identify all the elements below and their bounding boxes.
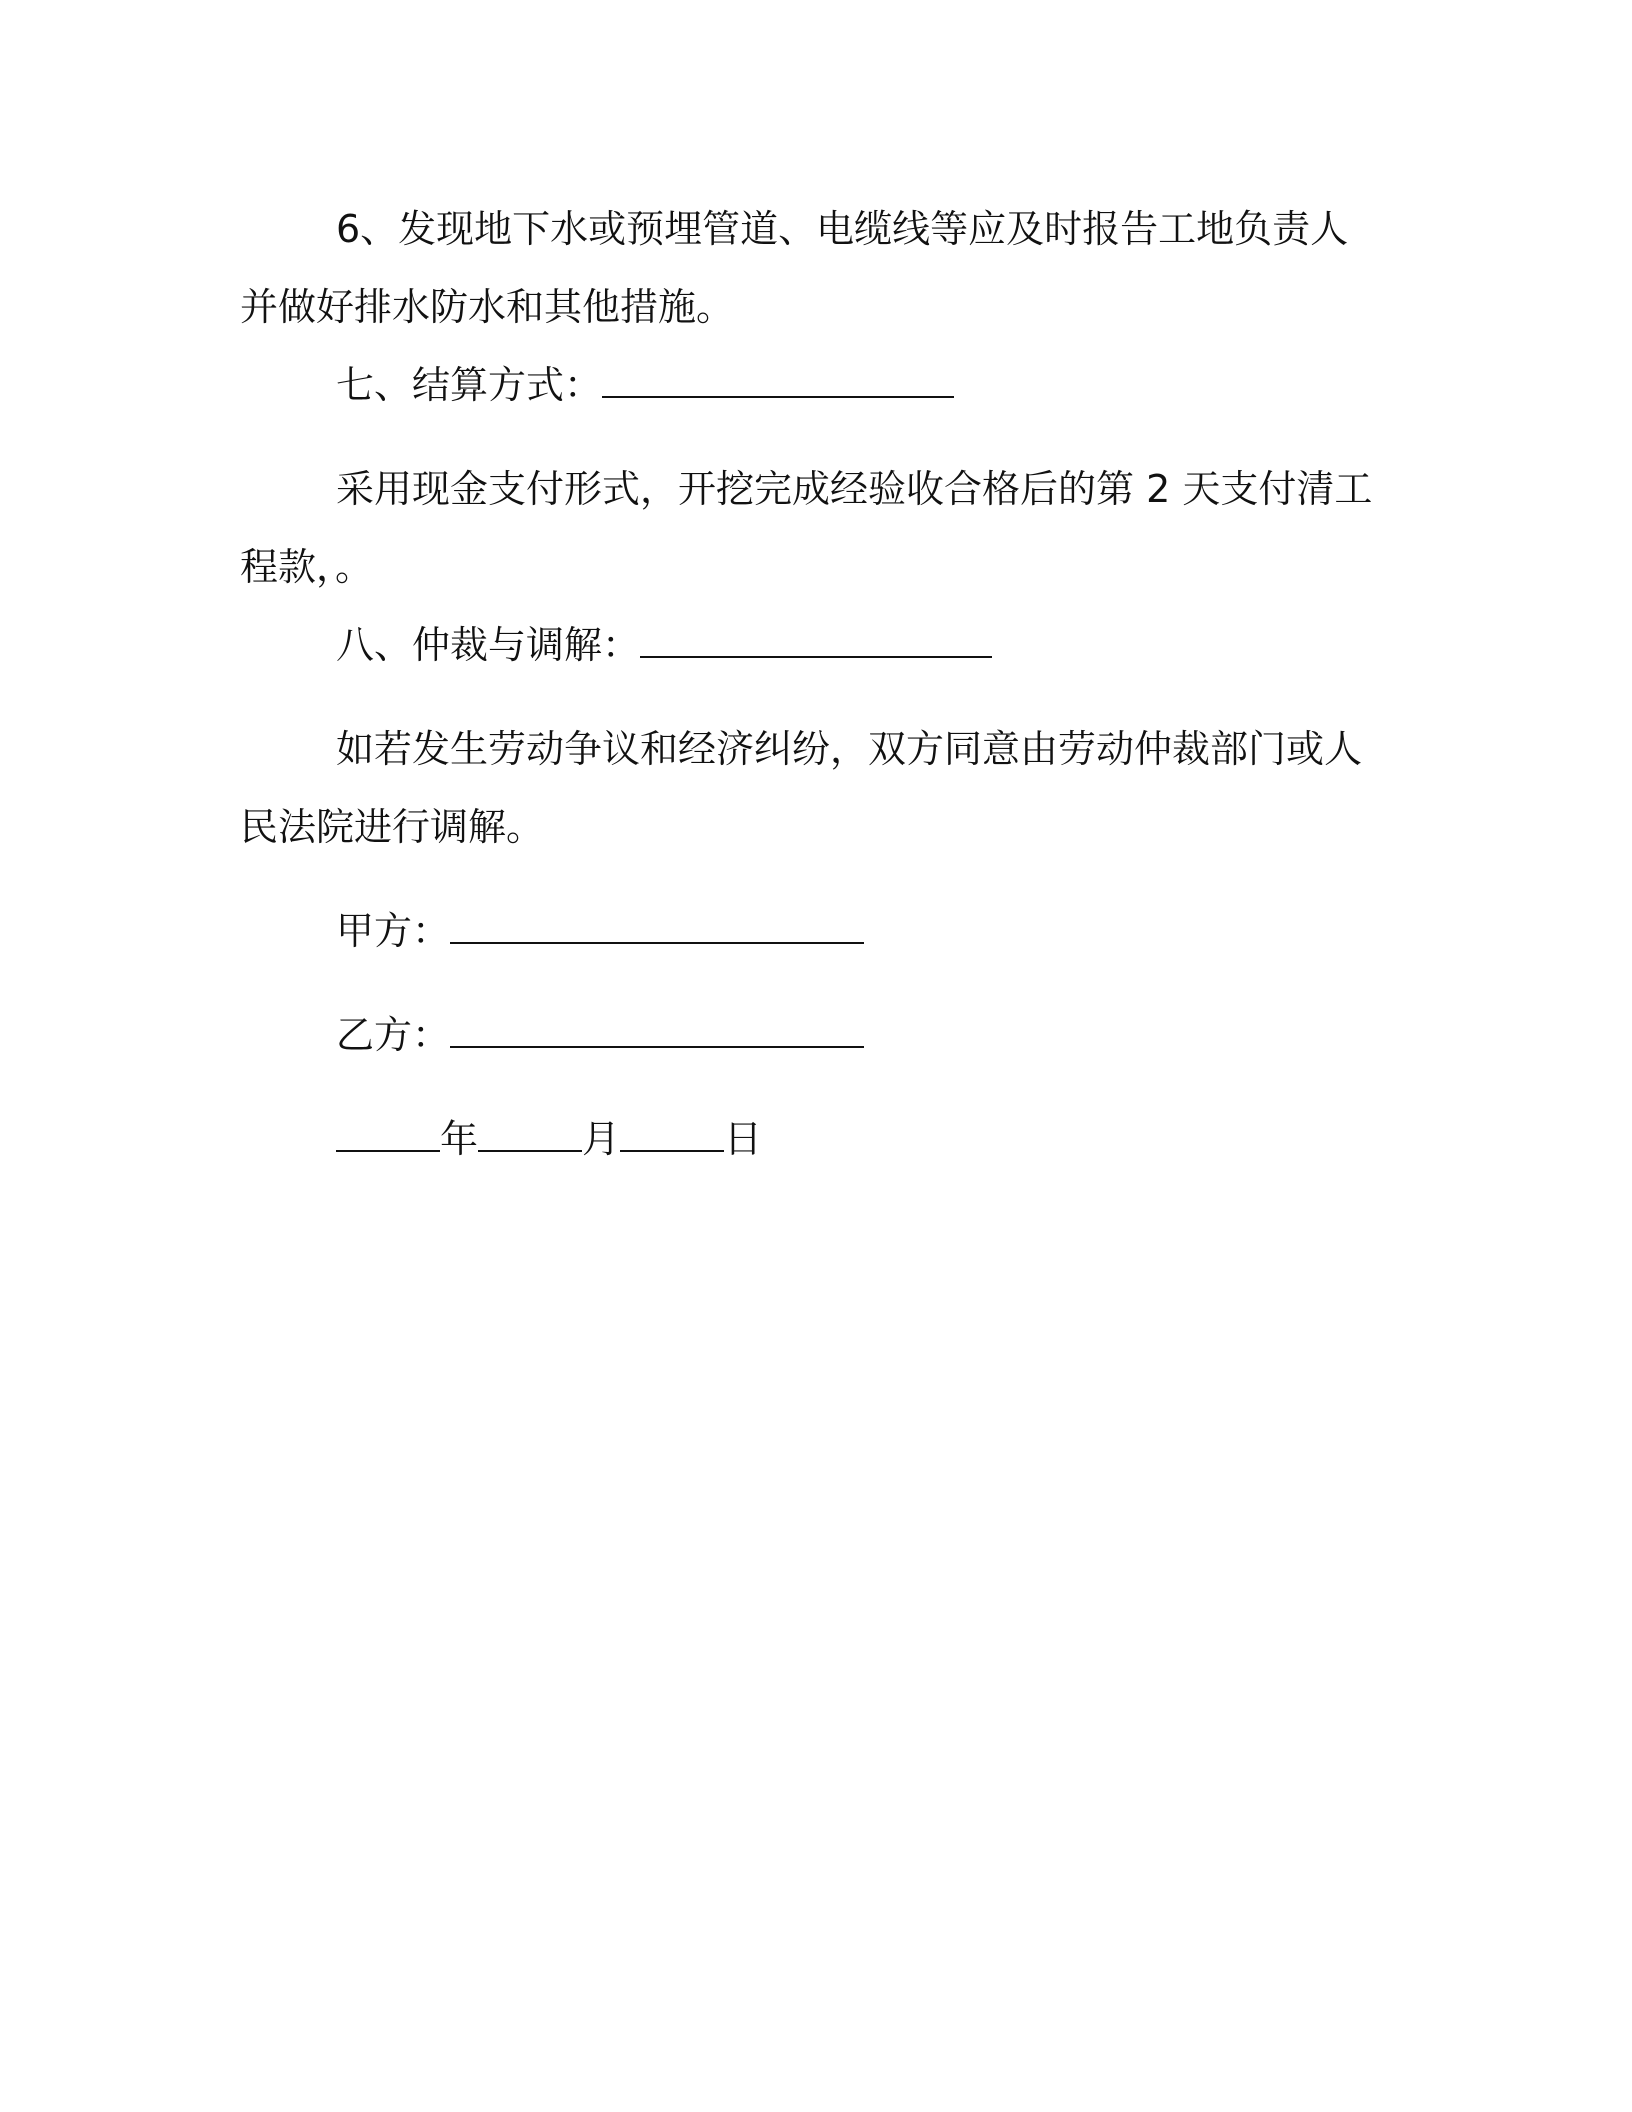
section-7-blank-line[interactable] <box>602 366 954 398</box>
section-8-heading <box>240 606 1380 684</box>
month-blank-line[interactable] <box>478 1120 582 1152</box>
section-8-body: 如若发生劳动争议和经济纠纷，双方同意由劳动仲裁部门或人民法院进行调解。 <box>240 727 1363 849</box>
party-a-signature-line[interactable] <box>450 912 864 944</box>
day-blank-line[interactable] <box>620 1120 724 1152</box>
party-b-label: 乙方： <box>336 1013 451 1057</box>
party-b-signature-row <box>240 996 1380 1074</box>
section-7-heading <box>240 346 1380 424</box>
party-a-signature-row <box>240 892 1380 970</box>
date-row <box>240 1100 1380 1178</box>
year-label: 年 <box>440 1117 479 1161</box>
section-7-heading-label: 七、结算方式： <box>336 363 603 407</box>
section-8-heading-label: 八、仲裁与调解： <box>336 623 641 667</box>
day-label: 日 <box>724 1117 763 1161</box>
party-b-signature-line[interactable] <box>450 1016 864 1048</box>
month-label: 月 <box>582 1117 621 1161</box>
year-blank-line[interactable] <box>336 1120 440 1152</box>
section-7-body: 采用现金支付形式，开挖完成经验收合格后的第 2 天支付清工程款，。 <box>240 467 1373 589</box>
section-8-blank-line[interactable] <box>640 626 992 658</box>
document-body <box>240 190 1380 1178</box>
item-6-paragraph: 6、发现地下水或预埋管道、电缆线等应及时报告工地负责人并做好排水防水和其他措施。 <box>240 207 1349 329</box>
party-a-label: 甲方： <box>336 909 451 953</box>
